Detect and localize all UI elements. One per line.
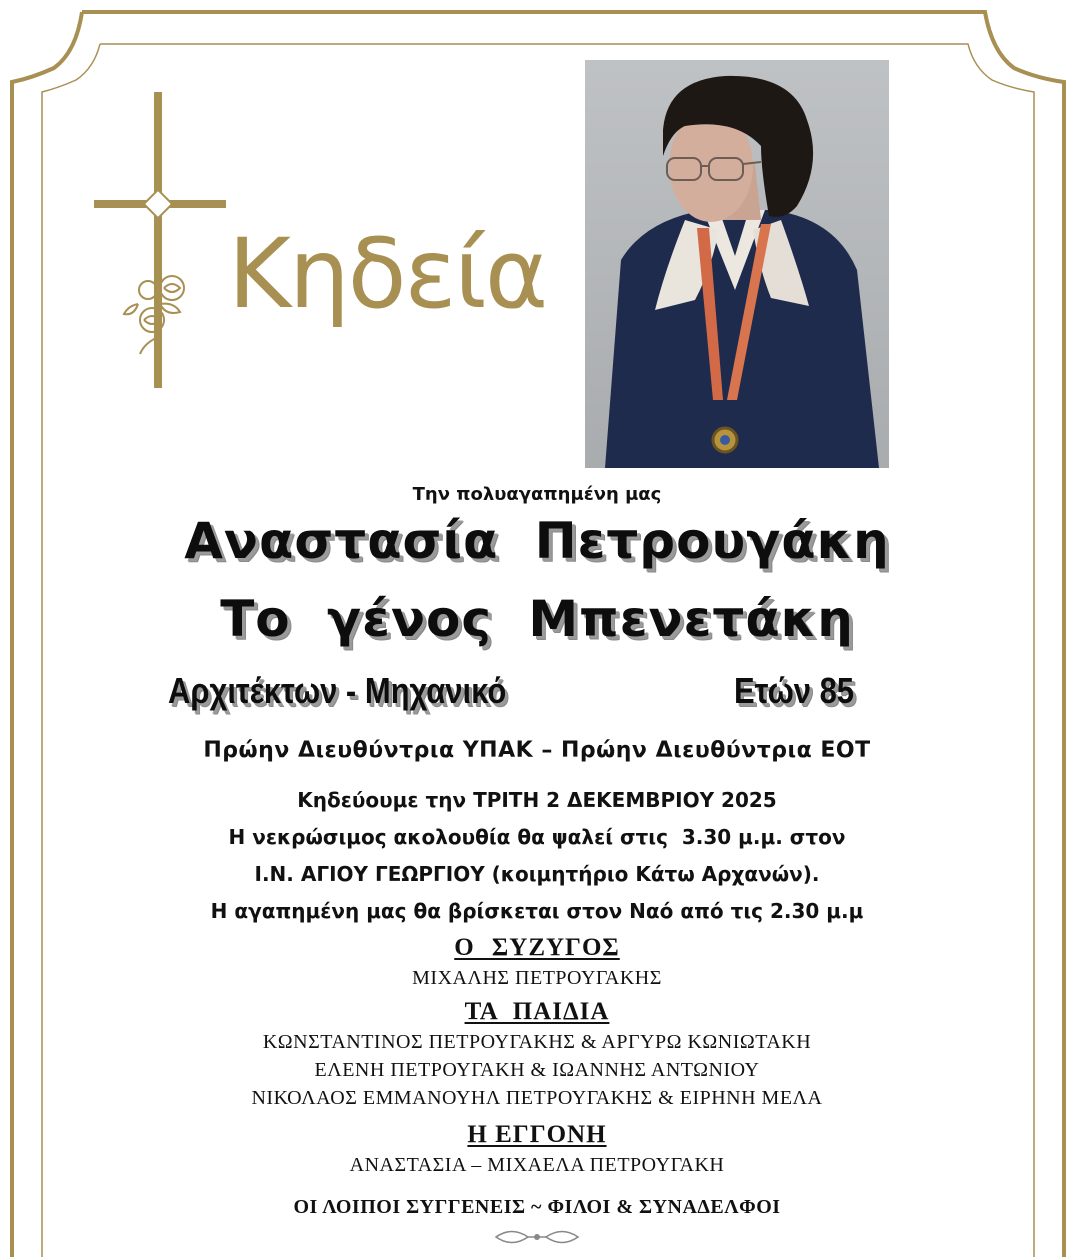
maiden-name: Το γένος Μπενετάκη bbox=[220, 590, 854, 648]
spouse-heading: Ο ΣΥΖΥΓΟΣ bbox=[454, 934, 620, 961]
viewing-line: Η αγαπημένη μας θα βρίσκεται στον Ναό από τις 2.30 μ.μ bbox=[210, 899, 864, 923]
service-time-line: Η νεκρώσιμος ακολουθία θα ψαλεί στις 3.30 μ.μ. στον bbox=[228, 825, 846, 849]
service-date-prefix: Κηδεύουμε την bbox=[297, 788, 474, 812]
child-entry: ΚΩΝΣΤΑΝΤΙΝΟΣ ΠΕΤΡΟΥΓΑΚΗΣ & ΑΡΓΥΡΩ ΚΩΝΙΩΤΑΚΗ bbox=[262, 1031, 812, 1053]
portrait-photo bbox=[585, 60, 889, 468]
grandchild-name: ΑΝΑΣΤΑΣΙΑ – ΜΙΧΑΕΛΑ ΠΕΤΡΟΥΓΑΚΗ bbox=[349, 1154, 725, 1176]
page-title: Κηδεία bbox=[228, 218, 547, 330]
child-entry: ΝΙΚΟΛΑΟΣ ΕΜΜΑΝΟΥΗΛ ΠΕΤΡΟΥΓΑΚΗΣ & ΕΙΡΗΝΗ ΜΕΛΑ bbox=[251, 1087, 823, 1109]
cross-with-roses-icon bbox=[90, 92, 230, 392]
child-entry: ΕΛΕΝΗ ΠΕΤΡΟΥΓΑΚΗ & ΙΩΑΝΝΗΣ ΑΝΤΩΝΙΟΥ bbox=[314, 1059, 760, 1081]
grandchild-heading: Η ΕΓΓΟΝΗ bbox=[467, 1121, 607, 1148]
intro-line: Την πολυαγαπημένη μας bbox=[412, 484, 662, 505]
service-date-line bbox=[60, 788, 1014, 812]
scroll-ornament-icon bbox=[492, 1226, 582, 1248]
former-roles: Πρώην Διευθύντρια ΥΠΑΚ – Πρώην Διευθύντρια ΕΟΤ bbox=[203, 738, 871, 763]
spouse-name: ΜΙΧΑΛΗΣ ΠΕΤΡΟΥΓΑΚΗΣ bbox=[412, 967, 662, 989]
profession-age-row bbox=[60, 670, 1014, 720]
profession: Αρχιτέκτων - Μηχανικό bbox=[168, 670, 507, 711]
children-heading: ΤΑ ΠΑΙΔΙΑ bbox=[464, 998, 610, 1025]
service-date: ΤΡΙΤΗ 2 ΔΕΚΕΜΒΡΙΟΥ 2025 bbox=[473, 788, 777, 812]
service-church-line: Ι.Ν. ΑΓΙΟΥ ΓΕΩΡΓΙΟΥ (κοιμητήριο Κάτω Αρχανών). bbox=[254, 862, 820, 886]
other-mourners: ΟΙ ΛΟΙΠΟΙ ΣΥΓΓΕΝΕΙΣ ~ ΦΙΛΟΙ & ΣΥΝΑΔΕΛΦΟΙ bbox=[293, 1196, 781, 1218]
age: Ετών 85 bbox=[734, 670, 855, 711]
deceased-name: Αναστασία Πετρουγάκη bbox=[184, 512, 890, 570]
